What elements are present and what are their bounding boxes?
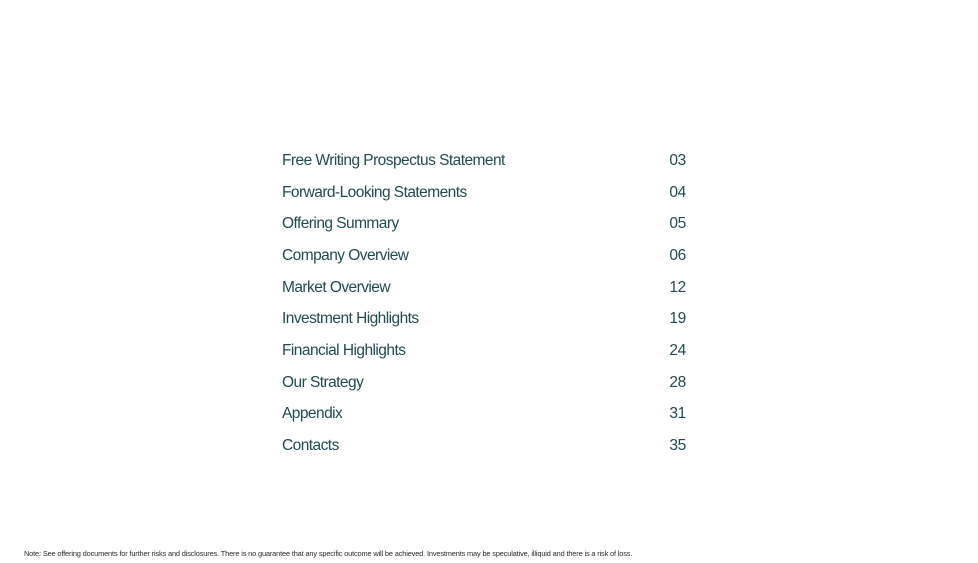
toc-item-market-overview[interactable]	[282, 272, 686, 304]
toc-item-label: Appendix	[282, 405, 343, 423]
toc-item-page-number: 24	[669, 341, 686, 359]
toc-item-page-number: 35	[669, 437, 686, 455]
toc-item-financial-highlights[interactable]	[282, 335, 686, 367]
toc-item-page-number: 19	[669, 310, 686, 328]
toc-item-investment-highlights[interactable]	[282, 303, 686, 335]
toc-item-free-writing-prospectus[interactable]	[282, 145, 686, 177]
toc-item-label: Investment Highlights	[282, 310, 419, 328]
toc-item-label: Forward-Looking Statements	[282, 183, 467, 201]
toc-item-label: Financial Highlights	[282, 341, 406, 359]
toc-item-offering-summary[interactable]	[282, 208, 686, 240]
toc-item-our-strategy[interactable]	[282, 367, 686, 399]
toc-item-label: Contacts	[282, 437, 339, 455]
toc-item-page-number: 04	[669, 183, 686, 201]
footer-disclaimer-note: Note: See offering documents for further risks and disclosures. There is no guarantee that any specific outcome will be achieved. Investments may be speculative, illiquid and there is a risk of loss.	[24, 549, 633, 558]
toc-item-label: Offering Summary	[282, 215, 399, 233]
toc-item-page-number: 28	[669, 373, 686, 391]
toc-item-label: Company Overview	[282, 246, 409, 264]
toc-item-contacts[interactable]	[282, 430, 686, 462]
toc-item-label: Market Overview	[282, 278, 391, 296]
toc-item-page-number: 12	[669, 278, 686, 296]
toc-item-page-number: 03	[669, 151, 686, 169]
toc-item-label: Free Writing Prospectus Statement	[282, 151, 505, 169]
toc-item-page-number: 06	[669, 246, 686, 264]
table-of-contents	[282, 145, 686, 462]
toc-item-page-number: 05	[669, 215, 686, 233]
toc-item-label: Our Strategy	[282, 373, 364, 391]
toc-item-page-number: 31	[669, 405, 686, 423]
toc-item-forward-looking-statements[interactable]	[282, 177, 686, 209]
toc-item-company-overview[interactable]	[282, 240, 686, 272]
toc-item-appendix[interactable]	[282, 399, 686, 431]
